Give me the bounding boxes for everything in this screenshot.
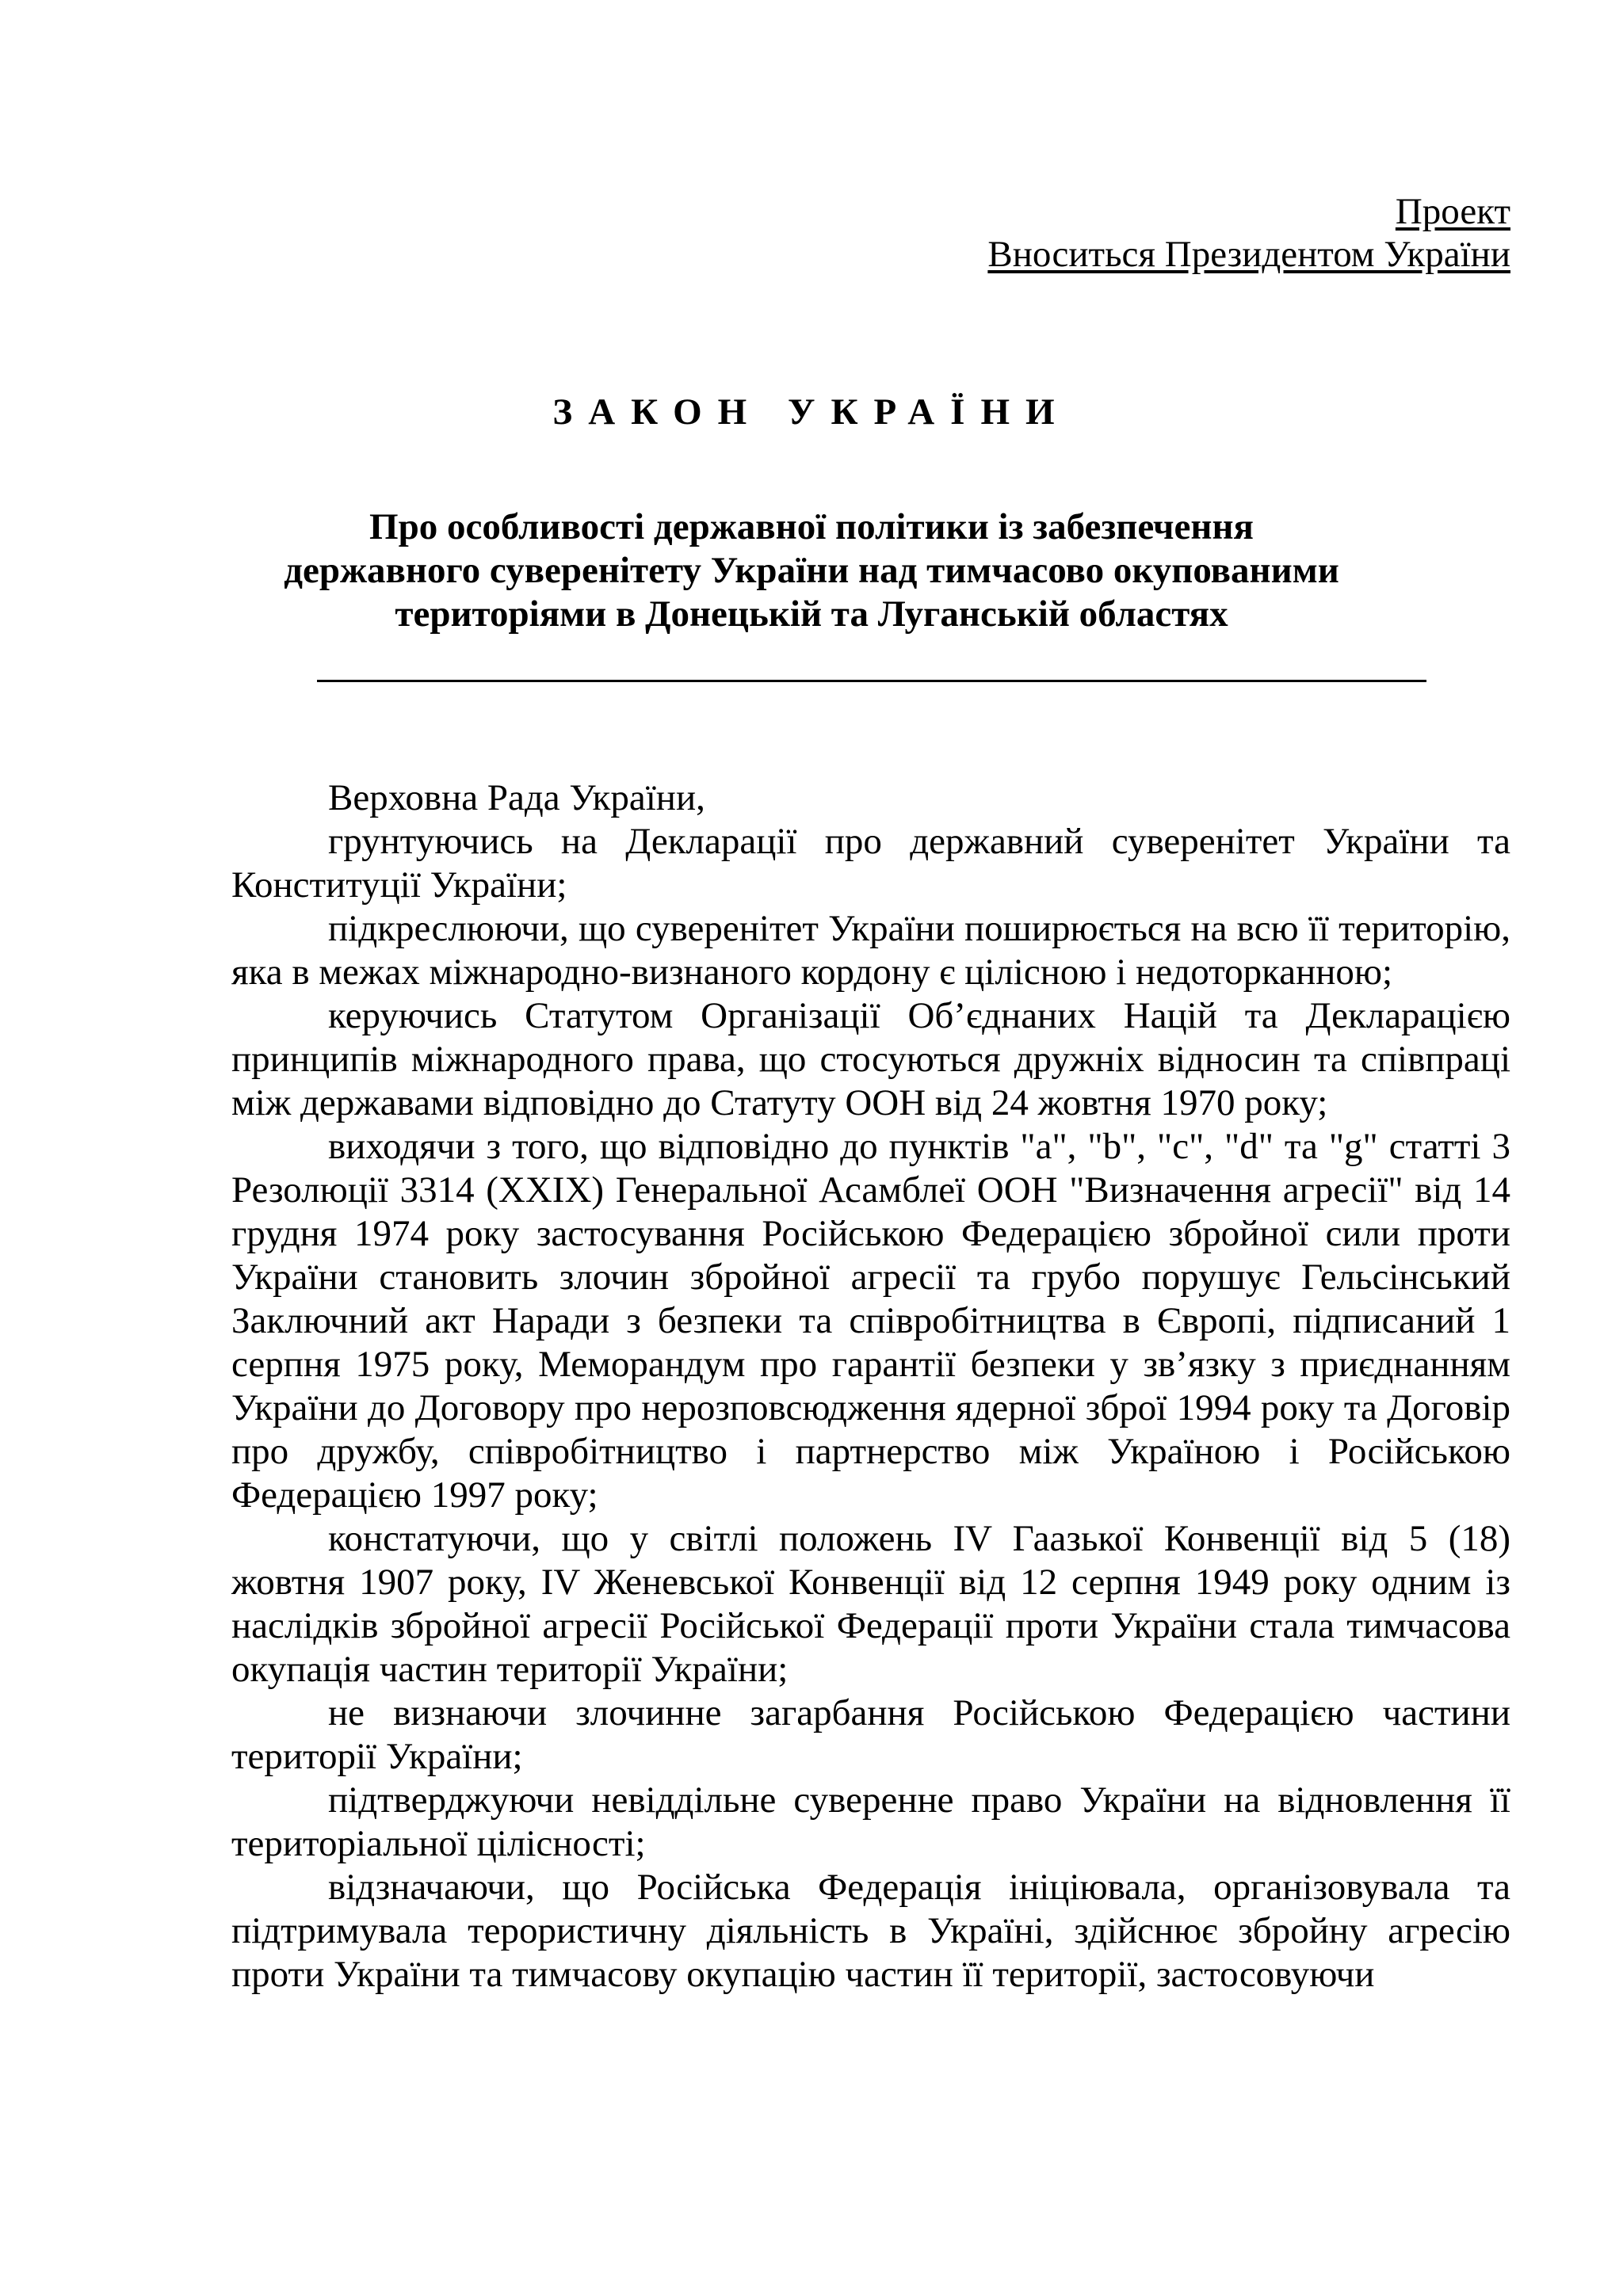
submitted-by: Вноситься Президентом України bbox=[987, 234, 1510, 275]
subject-line: територіями в Донецькій та Луганській областях bbox=[395, 593, 1228, 635]
preamble-clause: відзначаючи, що Російська Федерація ініціювала, організовувала та підтримувала терористичну діяльність в Україні, здійснює збройну агресію проти України та тимчасову окупацію частин її території, застосовуючи bbox=[231, 1867, 1510, 1995]
subject-line: Про особливості державної політики із забезпечення bbox=[369, 506, 1254, 547]
project-label: Проект bbox=[1395, 191, 1510, 232]
preamble-clause: констатуючи, що у світлі положень IV Гаазької Конвенції від 5 (18) жовтня 1907 року, IV Женевської Конвенції від 12 серпня 1949 року одним із наслідків збройної агресії Російської Федерації проти України стала тимчасова окупація частин території України; bbox=[231, 1518, 1510, 1690]
preamble-clause: виходячи з того, що відповідно до пунктів "a", "b", "c", "d" та "g" статті 3 Резолюції 3314 (XXIX) Генеральної Асамблеї ООН "Визначення агресії" від 14 грудня 1974 року застосування Російською Федерацією збройної сили проти України становить злочин збройної агресії та грубо порушує Гельсінський Заключний акт Наради з безпеки та співробітництва в Європі, підписаний 1 серпня 1975 року, Меморандум про гарантії безпеки у зв’язку з приєднанням України до Договору про нерозповсюдження ядерної зброї 1994 року та Договір про дружбу, співробітництво і партнерство між Україною і Російською Федерацією 1997 року; bbox=[231, 1126, 1510, 1516]
preamble-clause: не визнаючи злочинне загарбання Російською Федерацією частини території України; bbox=[231, 1692, 1510, 1777]
preamble-opening: Верховна Рада України, bbox=[328, 777, 705, 818]
law-subject bbox=[0, 505, 1623, 636]
subject-line: державного суверенітету України над тимчасово окупованими bbox=[284, 550, 1339, 591]
title-divider bbox=[317, 680, 1426, 682]
preamble-clause: грунтуючись на Декларації про державний суверенітет України та Конституції України; bbox=[231, 821, 1510, 906]
preamble-clause: керуючись Статутом Організації Об’єднаних Націй та Декларацією принципів міжнародного права, що стосуються дружніх відносин та співпраці між державами відповідно до Статуту ООН від 24 жовтня 1970 року; bbox=[231, 995, 1510, 1123]
preamble-clause: підкреслюючи, що суверенітет України поширюється на всю її територію, яка в межах міжнародно-визнаного кордону є цілісною і недоторканною; bbox=[231, 908, 1510, 993]
preamble-clause: підтверджуючи невіддільне суверенне право України на відновлення її територіальної цілісності; bbox=[231, 1779, 1510, 1864]
law-title: ЗАКОН УКРАЇНИ bbox=[552, 391, 1071, 433]
document-header bbox=[987, 190, 1510, 276]
preamble bbox=[231, 776, 1510, 1997]
